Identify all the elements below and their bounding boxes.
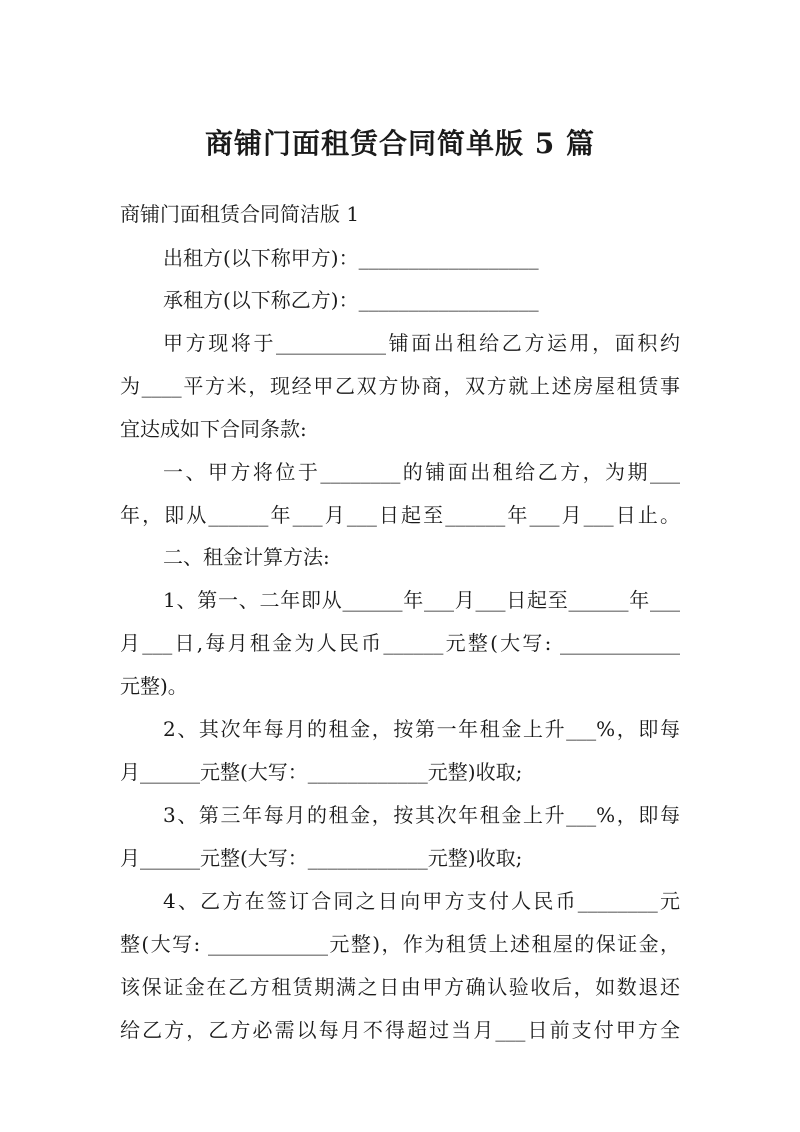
rent-item-4-line: 4、乙方在签订合同之日向甲方支付人民币________元 bbox=[163, 889, 680, 913]
document-title: 商铺门面租赁合同简单版 5 篇 bbox=[205, 127, 595, 160]
rent-item-1-line: 元整)。 bbox=[120, 674, 188, 698]
paragraph-line: 为____平方米，现经甲乙双方协商，双方就上述房屋租赁事 bbox=[120, 374, 680, 398]
rent-item-3-line: 月______元整(大写：____________元整)收取; bbox=[120, 846, 523, 870]
section-heading: 商铺门面租赁合同简洁版 1 bbox=[120, 202, 360, 226]
clause-1-line: 年，即从______年___月___日起至______年___月___日止。 bbox=[120, 503, 680, 527]
rent-item-3-line: 3、第三年每月的租金，按其次年租金上升___%，即每 bbox=[163, 803, 680, 827]
rent-item-4-line: 给乙方，乙方必需以每月不得超过当月___日前支付甲方全 bbox=[120, 1018, 680, 1042]
rent-item-2-line: 2、其次年每月的租金，按第一年租金上升___%，即每 bbox=[163, 717, 680, 741]
lessor-line: 出租方(以下称甲方)：__________________ bbox=[163, 246, 539, 270]
rent-item-1-line: 1、第一、二年即从______年___月___日起至______年___ bbox=[163, 588, 680, 612]
paragraph-line: 宜达成如下合同条款: bbox=[120, 417, 307, 441]
rent-item-4-line: 整(大写: ____________元整)，作为租赁上述租屋的保证金， bbox=[120, 932, 680, 956]
lessee-line: 承租方(以下称乙方)：__________________ bbox=[163, 288, 539, 312]
rent-item-4-line: 该保证金在乙方租赁期满之日由甲方确认验收后，如数退还 bbox=[120, 975, 680, 999]
rent-item-1-line: 月___日,每月租金为人民币______元整(大写: ____________ bbox=[120, 631, 680, 655]
rent-item-2-line: 月______元整(大写：____________元整)收取; bbox=[120, 760, 523, 784]
clause-2-heading: 二、租金计算方法: bbox=[163, 545, 330, 569]
paragraph-line: 甲方现将于___________铺面出租给乙方运用，面积约 bbox=[163, 331, 680, 355]
clause-1-line: 一、甲方将位于________的铺面出租给乙方，为期___ bbox=[163, 460, 680, 484]
